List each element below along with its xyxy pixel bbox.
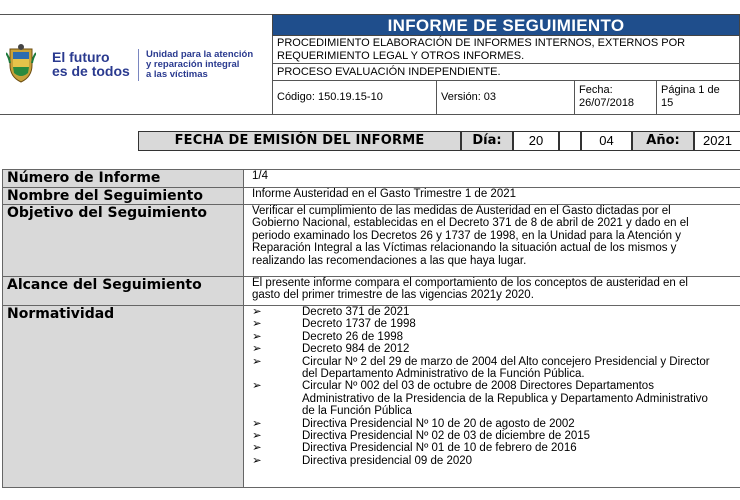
day-label: Día: xyxy=(461,131,513,151)
normatividad-item-text: del Departamento Administrativo de la Función Pública. xyxy=(302,368,585,381)
normatividad-item xyxy=(252,318,740,330)
normatividad-item-text: de la Función Pública xyxy=(302,405,412,418)
document-header xyxy=(0,14,740,115)
logo-tagline xyxy=(52,50,130,78)
procedure-line1: PROCEDIMIENTO ELABORACIÓN DE INFORMES INTERNOS, EXTERNOS POR xyxy=(277,37,686,49)
normatividad-item xyxy=(252,442,740,454)
bullet-arrow-icon: ➢ xyxy=(252,417,262,430)
normatividad-item xyxy=(252,455,740,467)
normatividad-item-text: Decreto 984 de 2012 xyxy=(302,343,410,356)
report-title: INFORME DE SEGUIMIENTO xyxy=(272,14,740,36)
coat-of-arms-icon xyxy=(6,43,36,83)
header-info xyxy=(272,14,740,115)
normatividad-item xyxy=(252,368,740,380)
logo-unit-line1: Unidad para la atención xyxy=(146,49,254,60)
year-label: Año: xyxy=(632,131,694,151)
row-numero-informe xyxy=(2,169,740,187)
day-value: 20 xyxy=(513,131,559,151)
normatividad-list xyxy=(252,306,740,467)
month-value: 04 xyxy=(581,131,632,151)
bullet-arrow-icon: ➢ xyxy=(252,306,262,318)
normatividad-item xyxy=(252,405,740,417)
logo-unit-line3: a las víctimas xyxy=(146,69,208,80)
objetivo-line: Gobierno Nacional, establecidas en el Decreto 371 de 8 de abril de 2021 y dado en el xyxy=(252,217,689,230)
nombre-seguimiento-value: Informe Austeridad en el Gasto Trimestre 1 de 2021 xyxy=(252,188,517,200)
page-number xyxy=(657,81,740,114)
bullet-arrow-icon: ➢ xyxy=(252,430,262,443)
normatividad-item xyxy=(252,430,740,442)
page-label: Página 1 de xyxy=(661,84,720,96)
procedure-line2: REQUERIMIENTO LEGAL Y OTROS INFORMES. xyxy=(277,50,525,62)
alcance-line: El presente informe compara el comportamiento de los conceptos de austeridad en el xyxy=(252,277,688,289)
normatividad-item-text: Administrativo de la Presidencia de la Republica y Departamento Administrativo xyxy=(302,392,708,405)
normatividad-item xyxy=(252,380,740,392)
normatividad-item xyxy=(252,306,740,318)
logo-unit-name xyxy=(146,50,270,80)
normatividad-item xyxy=(252,393,740,405)
bullet-arrow-icon: ➢ xyxy=(252,355,262,368)
logo-unit-line2: y reparación integral xyxy=(146,59,240,70)
row-alcance xyxy=(2,276,740,305)
alcance-line: gasto del primer trimestre de las vigencias 2021y 2020. xyxy=(252,289,534,302)
numero-informe-value: 1/4 xyxy=(252,170,268,182)
bullet-arrow-icon: ➢ xyxy=(252,343,262,356)
year-value: 2021 xyxy=(694,131,740,151)
alcance-label: Alcance del Seguimiento xyxy=(2,277,244,305)
normatividad-item-text: Circular Nº 2 del 29 de marzo de 2004 del Alto concejero Presidencial y Director xyxy=(302,355,710,368)
normatividad-item xyxy=(252,418,740,430)
objetivo-line: Reparación Integral a las Víctimas relacionando la situación actual de los mismos y xyxy=(252,242,677,255)
bullet-arrow-icon: ➢ xyxy=(252,380,262,393)
row-normatividad xyxy=(2,305,740,487)
logo-cell xyxy=(0,14,272,115)
normatividad-item xyxy=(252,331,740,343)
date-value: 26/07/2018 xyxy=(579,97,635,109)
objetivo-label: Objetivo del Seguimiento xyxy=(2,205,244,276)
normatividad-item-text: Decreto 1737 de 1998 xyxy=(302,318,416,331)
page-value: 15 xyxy=(661,97,674,109)
normatividad-item-text: Directiva Presidencial Nº 01 de 10 de febrero de 2016 xyxy=(302,442,577,455)
objetivo-line: realizando las recomendaciones a las que haya lugar. xyxy=(252,254,527,267)
numero-informe-label: Número de Informe xyxy=(2,170,244,187)
emission-date-label: FECHA DE EMISIÓN DEL INFORME xyxy=(138,131,461,151)
bullet-arrow-icon: ➢ xyxy=(252,442,262,455)
nombre-seguimiento-label: Nombre del Seguimiento xyxy=(2,188,244,204)
normatividad-value xyxy=(248,306,740,487)
objetivo-line: Verificar el cumplimiento de las medidas de Austeridad en el Gasto dictadas por el xyxy=(252,205,671,217)
logo-divider xyxy=(138,49,139,81)
normatividad-item-text: Directiva Presidencial Nº 02 de 03 de diciembre de 2015 xyxy=(302,430,591,443)
normatividad-item xyxy=(252,356,740,368)
objetivo-line: periodo examinado los Decretos 26 y 1737 de 1998, en la Unidad para la Atención y xyxy=(252,229,681,242)
date-label: Fecha: xyxy=(579,84,613,96)
document-control-row xyxy=(272,81,740,115)
document-code: Código: 150.19.15-10 xyxy=(273,81,437,114)
normatividad-item-text: Decreto 371 de 2021 xyxy=(302,306,410,318)
bullet-arrow-icon: ➢ xyxy=(252,318,262,331)
row-nombre-seguimiento xyxy=(2,187,740,204)
normatividad-item-text: Directiva Presidencial Nº 10 de 20 de agosto de 2002 xyxy=(302,417,575,430)
normatividad-item-text: Directiva presidencial 09 de 2020 xyxy=(302,454,473,467)
table-bottom-border xyxy=(2,487,740,488)
date-separator-cell xyxy=(559,131,581,151)
process-name: PROCESO EVALUACIÓN INDEPENDIENTE. xyxy=(272,64,740,81)
normatividad-item-text: Circular Nº 002 del 03 de octubre de 2008 Directores Departamentos xyxy=(302,380,654,393)
normatividad-item-text: Decreto 26 de 1998 xyxy=(302,330,404,343)
procedure-name xyxy=(272,36,740,64)
document-version: Versión: 03 xyxy=(437,81,575,114)
normatividad-label: Normatividad xyxy=(2,306,244,487)
row-objetivo xyxy=(2,204,740,276)
alcance-value xyxy=(248,277,740,305)
bullet-arrow-icon: ➢ xyxy=(252,454,262,467)
objetivo-value xyxy=(248,205,740,276)
normatividad-item xyxy=(252,343,740,355)
document-date xyxy=(575,81,657,114)
bullet-arrow-icon: ➢ xyxy=(252,330,262,343)
logo-tagline-line1: El futuro xyxy=(52,49,110,65)
logo-tagline-line2: es de todos xyxy=(52,63,130,79)
